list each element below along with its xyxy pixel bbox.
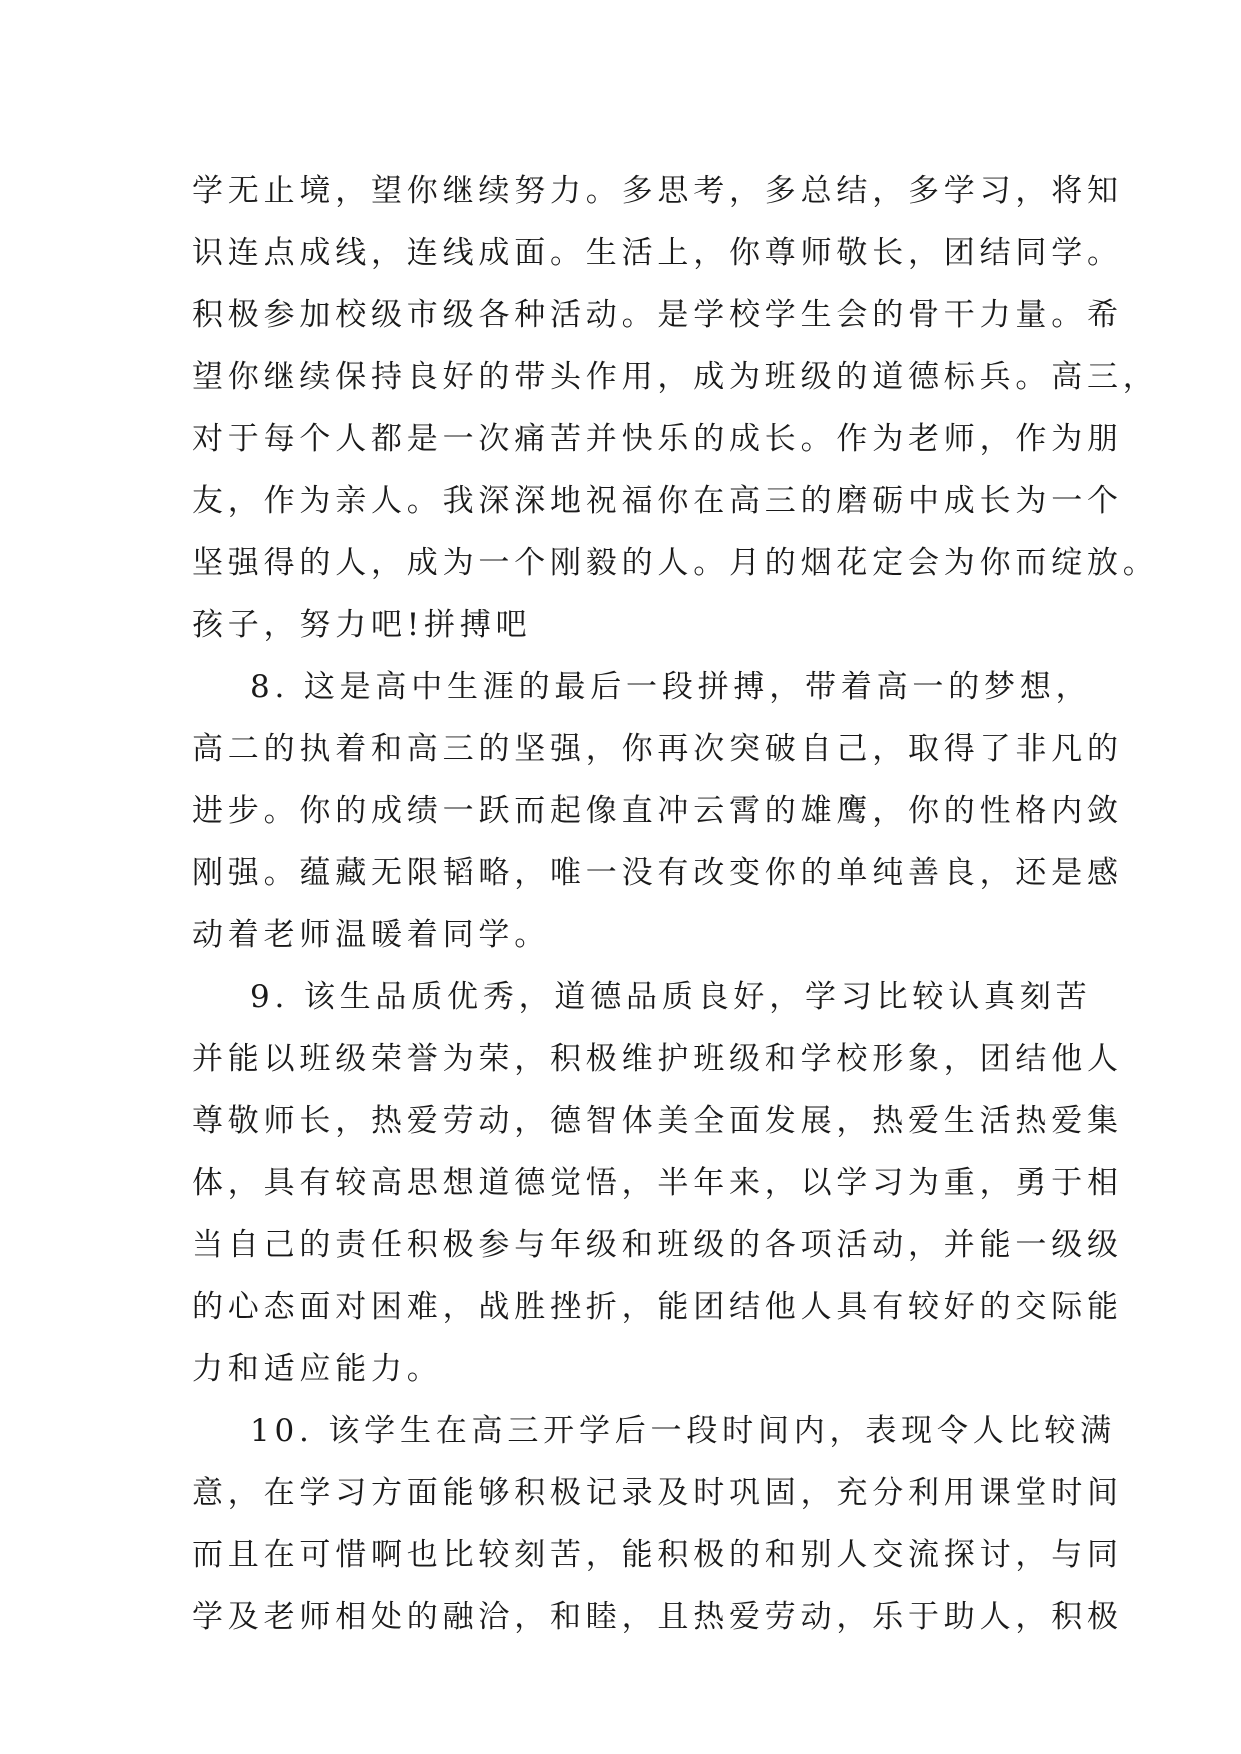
text-line: 高二的执着和高三的坚强，你再次突破自己，取得了非凡的 bbox=[192, 731, 1123, 767]
text-line: 力和适应能力。 bbox=[192, 1351, 443, 1387]
text-line: 学无止境，望你继续努力。多思考，多总结，多学习，将知 bbox=[192, 173, 1123, 209]
text-line: 意，在学习方面能够积极记录及时巩固，充分利用课堂时间 bbox=[192, 1475, 1123, 1511]
text-line: 进步。你的成绩一跃而起像直冲云霄的雄鹰，你的性格内敛 bbox=[192, 793, 1123, 829]
text-line: 刚强。蕴藏无限韬略，唯一没有改变你的单纯善良，还是感 bbox=[192, 855, 1123, 891]
text-line: 积极参加校级市级各种活动。是学校学生会的骨干力量。希 bbox=[192, 297, 1123, 333]
text-line: 望你继续保持良好的带头作用，成为班级的道德标兵。高三， bbox=[192, 359, 1159, 395]
text-line: 坚强得的人，成为一个刚毅的人。月的烟花定会为你而绽放。 bbox=[192, 545, 1159, 581]
text-line: 并能以班级荣誉为荣，积极维护班级和学校形象，团结他人 bbox=[192, 1041, 1123, 1077]
text-line: 动着老师温暖着同学。 bbox=[192, 917, 550, 953]
text-line: 的心态面对困难，战胜挫折，能团结他人具有较好的交际能 bbox=[192, 1289, 1123, 1325]
text-line: 友，作为亲人。我深深地祝福你在高三的磨砺中成长为一个 bbox=[192, 483, 1123, 519]
text-line: 而且在可惜啊也比较刻苦，能积极的和别人交流探讨，与同 bbox=[192, 1537, 1123, 1573]
text-line: 孩子，努力吧!拼搏吧 bbox=[192, 607, 532, 643]
text-line: 8. 这是高中生涯的最后一段拼搏，带着高一的梦想， bbox=[250, 669, 1092, 705]
text-line: 体，具有较高思想道德觉悟，半年来，以学习为重，勇于相 bbox=[192, 1165, 1123, 1201]
text-line: 识连点成线，连线成面。生活上，你尊师敬长，团结同学。 bbox=[192, 235, 1123, 271]
text-line: 10. 该学生在高三开学后一段时间内，表现令人比较满 bbox=[250, 1413, 1116, 1449]
text-line: 对于每个人都是一次痛苦并快乐的成长。作为老师，作为朋 bbox=[192, 421, 1123, 457]
text-line: 9. 该生品质优秀，道德品质良好，学习比较认真刻苦 bbox=[250, 979, 1092, 1015]
text-line: 尊敬师长，热爱劳动，德智体美全面发展，热爱生活热爱集 bbox=[192, 1103, 1123, 1139]
text-line: 学及老师相处的融洽，和睦，且热爱劳动，乐于助人，积极 bbox=[192, 1599, 1123, 1635]
text-line: 当自己的责任积极参与年级和班级的各项活动，并能一级级 bbox=[192, 1227, 1123, 1263]
document-body bbox=[192, 160, 1159, 1648]
